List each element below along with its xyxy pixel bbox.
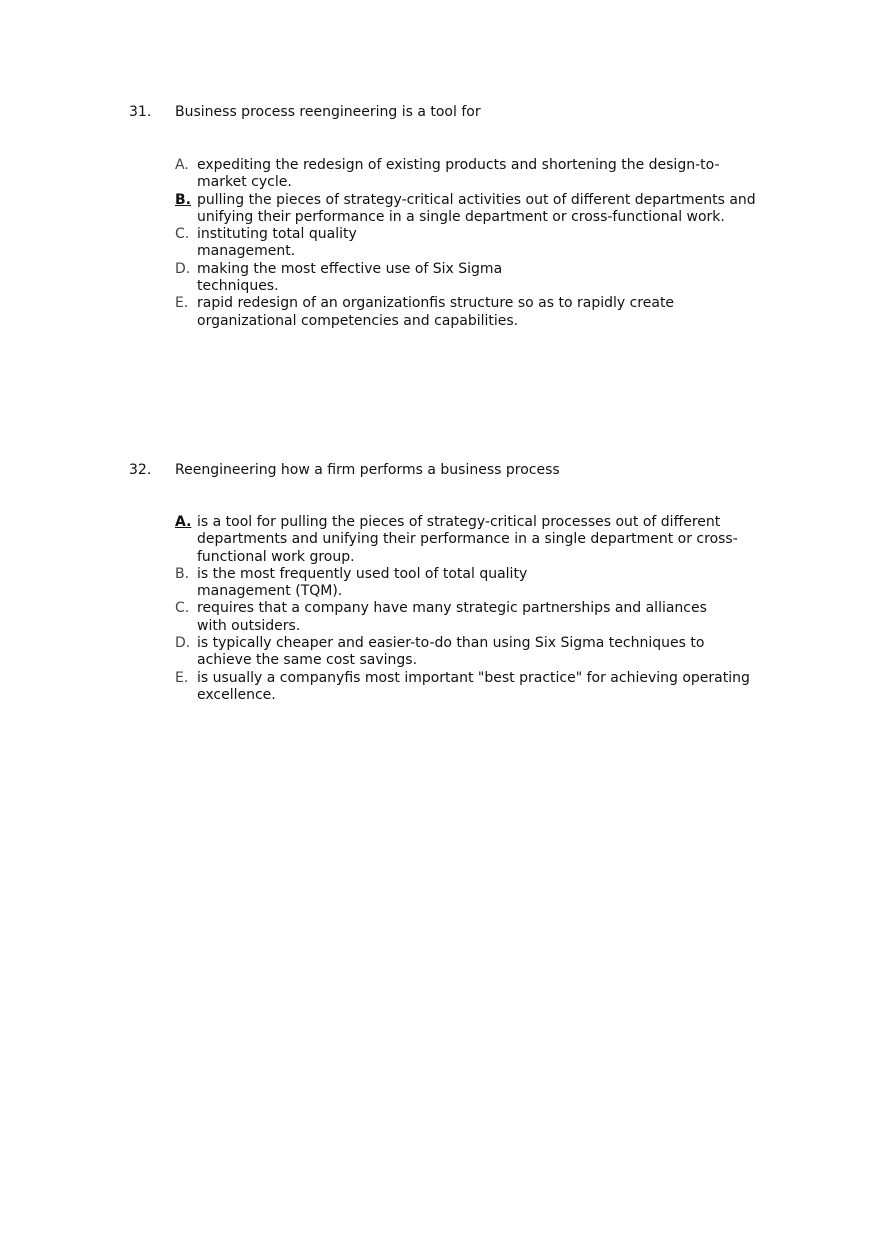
- option-text-line: expediting the redesign of existing products and shortening the design-to-: [197, 157, 720, 173]
- question-text: Business process reengineering is a tool for: [175, 104, 481, 120]
- option-text-line: functional work group.: [197, 548, 355, 565]
- answer-option: [175, 226, 756, 261]
- option-text-line: techniques.: [197, 278, 279, 295]
- option-text-line: excellence.: [197, 686, 276, 703]
- option-text-line: management.: [197, 243, 296, 260]
- option-letter: A.: [175, 157, 189, 173]
- option-letter: E.: [175, 295, 189, 312]
- answer-option: [175, 157, 756, 192]
- option-text-line: pulling the pieces of strategy-critical activities out of different departments and: [197, 191, 756, 208]
- option-letter: C.: [175, 600, 190, 617]
- option-letter: D.: [175, 635, 191, 652]
- option-text-line: is typically cheaper and easier-to-do than using Six Sigma techniques to: [197, 635, 705, 652]
- answer-option: [175, 192, 756, 227]
- option-text-line: unifying their performance in a single department or cross-functional work.: [197, 208, 725, 225]
- option-text-line: making the most effective use of Six Sigma: [197, 260, 503, 277]
- question-number: 31.: [129, 104, 152, 120]
- option-text-line: market cycle.: [197, 174, 292, 191]
- option-text-line: requires that a company have many strategic partnerships and alliances: [197, 600, 707, 617]
- options-list: [175, 514, 750, 704]
- option-text-line: is the most frequently used tool of total quality: [197, 565, 528, 582]
- option-text-line: organizational competencies and capabilities.: [197, 312, 519, 329]
- answer-option: [175, 635, 750, 670]
- option-letter: D.: [175, 260, 191, 277]
- question-text: Reengineering how a firm performs a business process: [175, 462, 560, 478]
- answer-option: [175, 670, 750, 705]
- option-text-line: instituting total quality: [197, 226, 357, 243]
- answer-option: [175, 566, 750, 601]
- options-list: [175, 157, 756, 330]
- correct-answer-letter: B.: [175, 191, 191, 208]
- answer-option: [175, 295, 756, 330]
- question-number: 32.: [129, 462, 152, 478]
- option-text-line: with outsiders.: [197, 617, 301, 634]
- option-letter: C.: [175, 226, 190, 243]
- correct-answer-letter: A.: [175, 514, 192, 530]
- option-text-line: departments and unifying their performance in a single department or cross-: [197, 531, 738, 548]
- answer-option: [175, 600, 750, 635]
- answer-option: [175, 514, 750, 566]
- option-letter: B.: [175, 565, 190, 582]
- option-text-line: rapid redesign of an organizationfis structure so as to rapidly create: [197, 295, 675, 312]
- option-text-line: is a tool for pulling the pieces of strategy-critical processes out of different: [197, 514, 721, 530]
- option-text-line: management (TQM).: [197, 583, 343, 600]
- option-text-line: achieve the same cost savings.: [197, 652, 418, 669]
- answer-option: [175, 261, 756, 296]
- option-letter: E.: [175, 669, 189, 686]
- option-text-line: is usually a companyfis most important "best practice" for achieving operating: [197, 669, 750, 686]
